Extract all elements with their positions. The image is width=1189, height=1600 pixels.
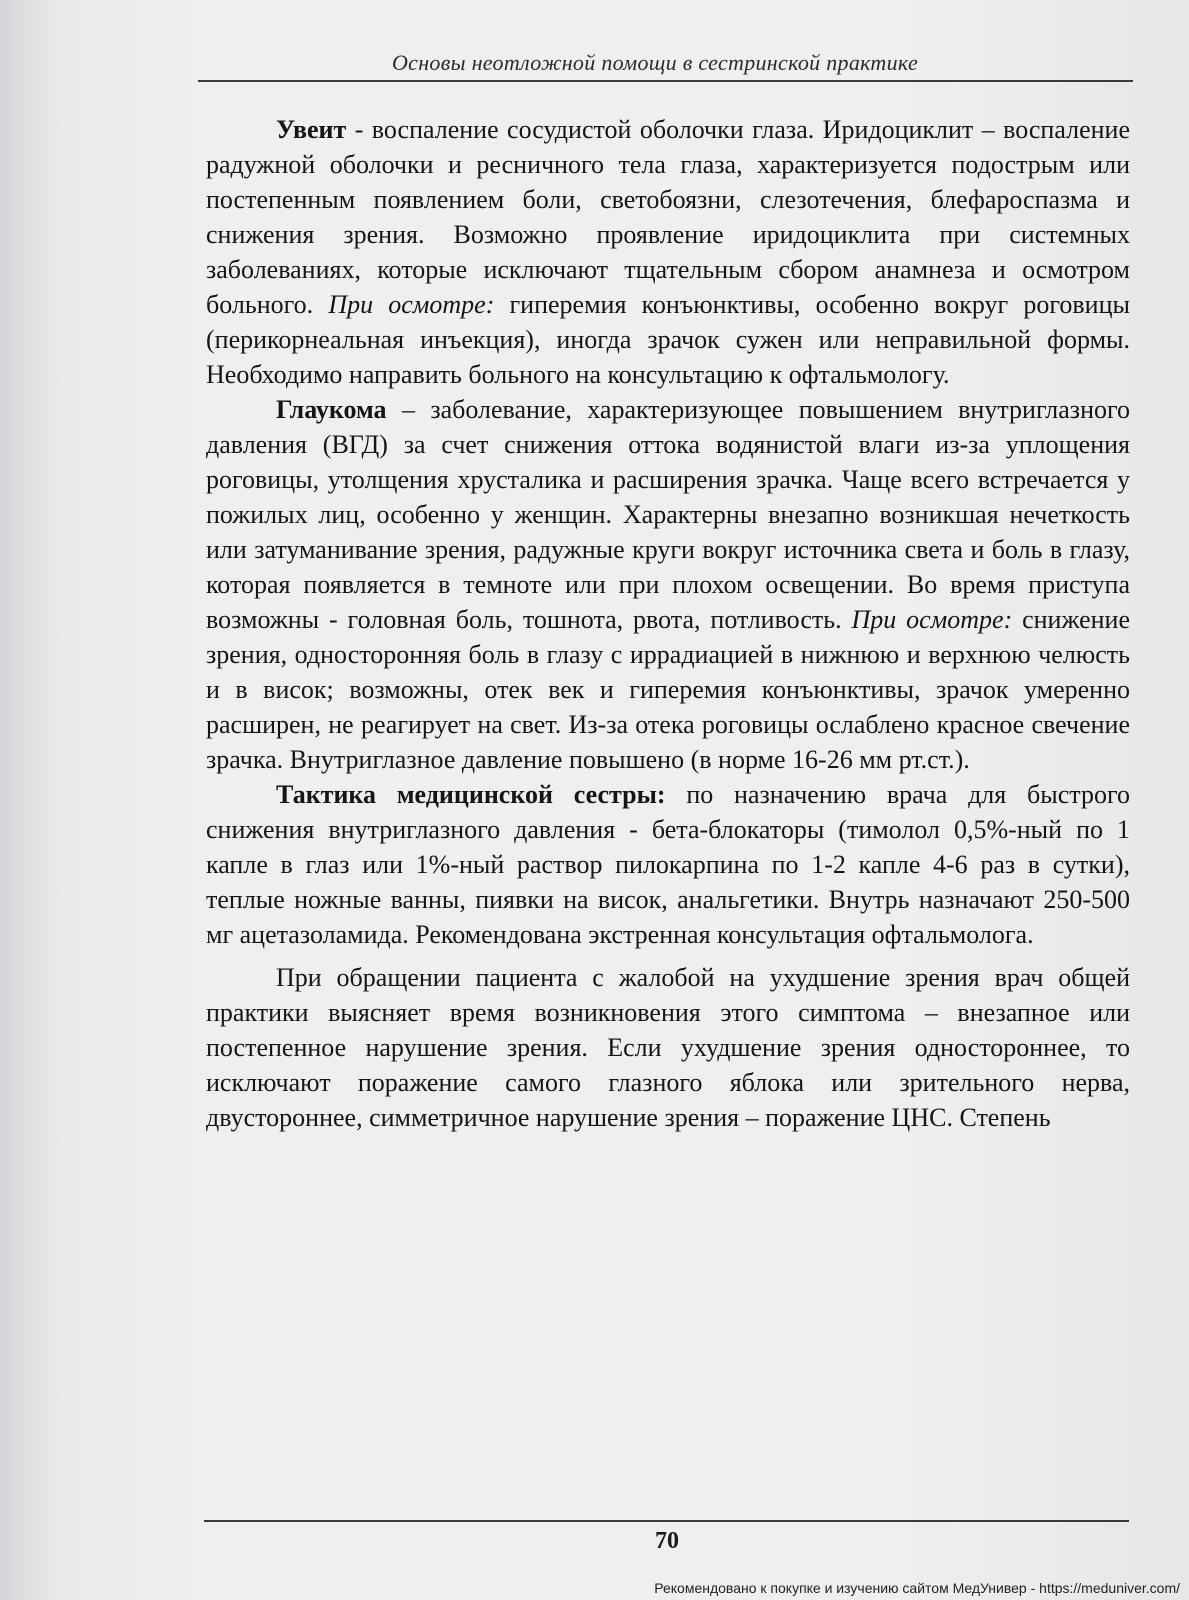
footer-rule <box>204 1520 1129 1522</box>
header-rule <box>198 80 1133 82</box>
nurse-tactics-text: по назначению врача для быстрого снижения внутриглазного давления - бета-блокаторы (тимолол 0,5%-ный по 1 капле в глаз или 1%-ный раствор пилокарпина по 1-2 капле 4-6 раз в сутки), теплые ножные ванны, пиявки на висок, анальгетики. Внутрь назначают 250-500 мг ацетазоламида. Рекомендована экстренная консультация офтальмолога. <box>206 780 1130 949</box>
paragraph-glaucoma <box>206 392 1130 777</box>
uveitis-text-2: гиперемия конъюнктивы, особенно вокруг роговицы (перикорнеальная инъекция), иногда зрачок сужен или неправильной формы. Необходимо направить больного на консультацию к офтальмологу. <box>206 290 1130 389</box>
page-number: 70 <box>655 1528 679 1554</box>
running-title: Основы неотложной помощи в сестринской практике <box>391 50 919 75</box>
term-glaucoma: Глаукома <box>276 395 387 424</box>
glaucoma-exam-label: При осмотре: <box>851 605 1013 634</box>
uveitis-exam-label: При осмотре: <box>328 290 495 319</box>
paragraph-vision-complaint <box>206 960 1130 1135</box>
main-text <box>206 112 1130 1135</box>
glaucoma-text-1: – заболевание, характеризующее повышением внутриглазного давления (ВГД) за счет снижения оттока водянистой влаги из-за уплощения роговицы, утолщения хрусталика и расширения зрачка. Чаще всего встречается у пожилых лиц, особенно у женщин. Характерны внезапно возникшая нечеткость или затуманивание зрения, радужные круги вокруг источника света и боль в глазу, которая появляется в темноте или при плохом освещении. Во время приступа возможны - головная боль, тошнота, рвота, потливость. <box>206 395 1130 634</box>
watermark-text: Рекомендовано к покупке и изучению сайтом МедУнивер - https://meduniver.com/ <box>654 1580 1180 1596</box>
vision-complaint-text: При обращении пациента с жалобой на ухудшение зрения врач общей практики выясняет время возникновения этого симптома – внезапное или постепенное нарушение зрения. Если ухудшение зрения одностороннее, то исключают поражение самого глазного яблока или зрительного нерва, двустороннее, симметричное нарушение зрения – поражение ЦНС. Степень <box>206 963 1130 1132</box>
uveitis-text-1: - воспаление сосудистой оболочки глаза. Иридоциклит – воспаление радужной оболочки и ресничного тела глаза, характеризуется подострым или постепенным появлением боли, светобоязни, слезотечения, блефароспазма и снижения зрения. Возможно проявление иридоциклита при системных заболеваниях, которые исключают тщательным сбором анамнеза и осмотром больного. <box>206 115 1130 319</box>
term-nurse-tactics: Тактика медицинской сестры: <box>276 780 666 809</box>
paragraph-nurse-tactics <box>206 777 1130 952</box>
paragraph-uveitis <box>206 112 1130 392</box>
glaucoma-text-2: снижение зрения, односторонняя боль в глазу с иррадиацией в нижнюю и верхнюю челюсть и в висок; возможны, отек век и гиперемия конъюнктивы, зрачок умеренно расширен, не реагирует на свет. Из-за отека роговицы ослаблено красное свечение зрачка. Внутриглазное давление повышено (в норме 16-26 мм рт.ст.). <box>206 605 1131 774</box>
term-uveitis: Увеит <box>276 115 347 144</box>
